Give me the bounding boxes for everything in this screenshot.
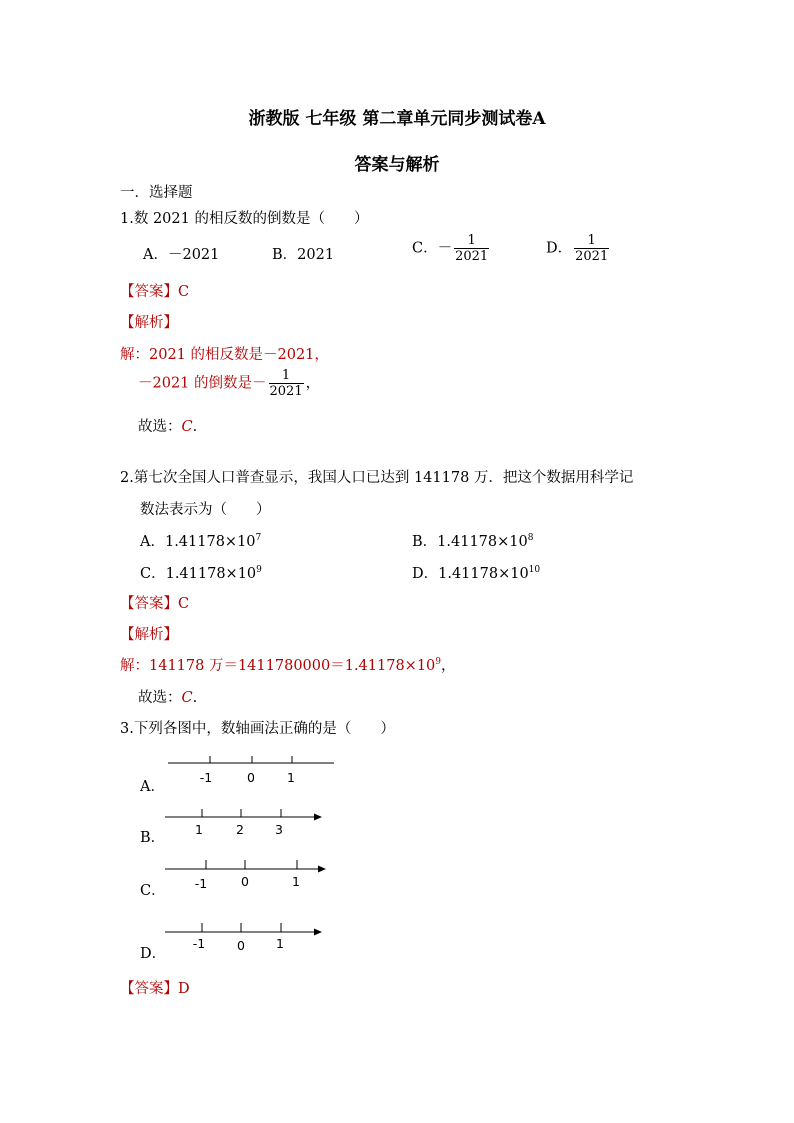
q1-option-d bbox=[546, 234, 611, 263]
conclusion-letter: C bbox=[181, 419, 193, 435]
axis-arrow bbox=[314, 929, 322, 936]
answer-tag: 【答案】 bbox=[120, 284, 178, 300]
tick-label: 2 bbox=[236, 822, 244, 837]
q1-option-b: B．2021 bbox=[272, 247, 335, 263]
q3-number-line-b bbox=[160, 800, 330, 840]
tick-label: 0 bbox=[247, 770, 255, 785]
q1-option-c-sign: － bbox=[437, 240, 453, 257]
answer-value: C bbox=[178, 596, 190, 612]
q3-number-line-d bbox=[160, 914, 330, 956]
option-exponent: 8 bbox=[527, 533, 534, 543]
fraction-denominator: 2021 bbox=[575, 248, 609, 264]
answer-value: D bbox=[178, 981, 190, 997]
q2-answer bbox=[120, 592, 189, 613]
q1-solution-line2-comma: ， bbox=[305, 375, 321, 392]
option-text: C．1.41178×10 bbox=[140, 566, 257, 582]
q1-solution-line2 bbox=[138, 369, 320, 398]
conclusion-period: . bbox=[192, 419, 198, 435]
option-exponent: 10 bbox=[528, 565, 541, 575]
q3-stem: 3.下列各图中，数轴画法正确的是（ ） bbox=[120, 721, 395, 737]
solution-exponent: 9 bbox=[435, 657, 442, 667]
tick-label: 1 bbox=[292, 874, 300, 889]
q2-option-a bbox=[140, 530, 261, 551]
q1-solution-line1: 解：2021 的相反数是－2021， bbox=[120, 347, 329, 363]
document-title: 浙教版 七年级 第二章单元同步测试卷A bbox=[248, 109, 546, 129]
q1-option-c-label: C． bbox=[412, 240, 438, 257]
tick-label: -1 bbox=[192, 936, 206, 951]
q3-answer bbox=[120, 977, 190, 998]
q2-analysis-tag: 【解析】 bbox=[120, 627, 178, 643]
conclusion-text: 故选： bbox=[138, 419, 182, 435]
fraction-denominator: 2021 bbox=[455, 248, 489, 264]
conclusion-text: 故选： bbox=[138, 690, 182, 706]
q1-option-d-fraction bbox=[574, 234, 609, 263]
solution-comma: ， bbox=[441, 658, 456, 674]
q1-option-a: A．－2021 bbox=[143, 247, 220, 263]
section-heading: 一．选择题 bbox=[120, 185, 193, 201]
q3-number-line-c bbox=[160, 852, 335, 894]
q2-conclusion bbox=[138, 686, 197, 707]
q3-option-a-label: A． bbox=[140, 779, 165, 795]
q3-option-c-label: C． bbox=[140, 883, 166, 899]
answer-tag: 【答案】 bbox=[120, 981, 178, 997]
axis-arrow bbox=[318, 866, 326, 873]
document-subtitle: 答案与解析 bbox=[354, 155, 440, 175]
q1-answer bbox=[120, 280, 189, 301]
answer-tag: 【答案】 bbox=[120, 596, 178, 612]
option-exponent: 9 bbox=[256, 565, 262, 575]
option-text: B．1.41178×10 bbox=[412, 534, 528, 550]
q2-option-d bbox=[412, 562, 540, 583]
option-text: A．1.41178×10 bbox=[140, 534, 256, 550]
tick-label: 1 bbox=[195, 822, 203, 837]
fraction-numerator: 1 bbox=[281, 368, 291, 383]
q1-option-d-label: D． bbox=[546, 240, 573, 257]
tick-label: 0 bbox=[237, 938, 245, 953]
q1-stem: 1.数 2021 的相反数的倒数是（ ） bbox=[120, 211, 369, 227]
tick-label: 0 bbox=[241, 874, 249, 889]
q2-option-c bbox=[140, 562, 262, 583]
axis-arrow bbox=[314, 814, 322, 821]
q1-solution-fraction bbox=[269, 369, 304, 398]
q2-stem-line1: 2.第七次全国人口普查显示，我国人口已达到 141178 万．把这个数据用科学记 bbox=[120, 470, 634, 486]
tick-label: -1 bbox=[199, 770, 213, 785]
tick-label: 1 bbox=[276, 936, 284, 951]
conclusion-letter: C bbox=[181, 690, 193, 706]
fraction-denominator: 2021 bbox=[269, 383, 303, 399]
q3-option-d-label: D． bbox=[140, 946, 167, 962]
q2-stem-line2: 数法表示为（ ） bbox=[140, 502, 271, 518]
q2-solution-line1 bbox=[120, 654, 456, 675]
tick-label: 1 bbox=[287, 770, 295, 785]
solution-text: 解：141178 万＝1411780000＝1.41178×10 bbox=[120, 658, 436, 674]
q1-option-c bbox=[412, 234, 491, 263]
option-exponent: 7 bbox=[255, 533, 262, 543]
q2-option-b bbox=[412, 530, 533, 551]
q1-conclusion bbox=[138, 415, 197, 436]
q3-number-line-a bbox=[160, 748, 350, 788]
conclusion-period: . bbox=[192, 690, 198, 706]
q1-analysis-tag: 【解析】 bbox=[120, 315, 178, 331]
q1-solution-line2-text: －2021 的倒数是－ bbox=[138, 375, 267, 392]
option-text: D．1.41178×10 bbox=[412, 566, 529, 582]
q3-option-b-label: B． bbox=[140, 830, 166, 846]
q1-option-c-fraction bbox=[454, 234, 489, 263]
tick-label: 3 bbox=[275, 822, 283, 837]
answer-value: C bbox=[178, 284, 190, 300]
fraction-numerator: 1 bbox=[467, 233, 476, 248]
fraction-numerator: 1 bbox=[587, 233, 596, 248]
tick-label: -1 bbox=[194, 876, 208, 891]
